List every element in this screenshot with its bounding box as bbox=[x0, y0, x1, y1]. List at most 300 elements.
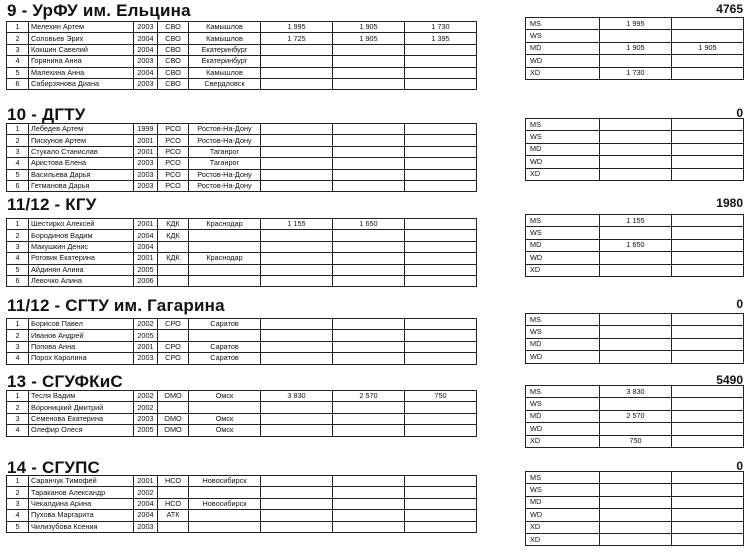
player-name: Малехина Анна bbox=[29, 67, 134, 78]
category-value-1 bbox=[600, 156, 672, 168]
category-label: XD bbox=[526, 521, 600, 533]
players-table bbox=[6, 123, 477, 192]
player-number: 3 bbox=[7, 413, 29, 424]
player-name: Васильева Дарья bbox=[29, 169, 134, 180]
category-value-1 bbox=[600, 496, 672, 508]
player-city: Екатеринбург bbox=[189, 44, 261, 55]
score-1 bbox=[261, 146, 333, 157]
score-2 bbox=[333, 241, 405, 252]
player-row bbox=[7, 56, 477, 67]
player-region: СВО bbox=[158, 44, 189, 55]
score-2 bbox=[333, 230, 405, 241]
player-year: 2003 bbox=[134, 22, 158, 33]
category-row bbox=[526, 156, 744, 168]
player-region: СВО bbox=[158, 33, 189, 44]
category-row bbox=[526, 351, 744, 363]
player-region: ОМО bbox=[158, 391, 189, 402]
category-value-2 bbox=[672, 55, 744, 67]
category-value-2 bbox=[672, 435, 744, 447]
score-2 bbox=[333, 169, 405, 180]
player-year: 2003 bbox=[134, 180, 158, 191]
category-value-1 bbox=[600, 509, 672, 521]
player-year: 2004 bbox=[134, 67, 158, 78]
player-row bbox=[7, 180, 477, 191]
score-2 bbox=[333, 44, 405, 55]
category-value-1 bbox=[600, 227, 672, 239]
player-row bbox=[7, 425, 477, 436]
player-number: 2 bbox=[7, 135, 29, 146]
score-3 bbox=[405, 124, 477, 135]
team-title: 11/12 - КГУ bbox=[7, 195, 97, 214]
player-number: 4 bbox=[7, 425, 29, 436]
player-row bbox=[7, 219, 477, 230]
player-city: Екатеринбург bbox=[189, 56, 261, 67]
category-value-2 bbox=[672, 264, 744, 276]
player-year: 2001 bbox=[134, 476, 158, 487]
player-number: 5 bbox=[7, 264, 29, 275]
team-title: 11/12 - СГТУ им. Гагарина bbox=[7, 296, 225, 315]
player-city: Камышлов bbox=[189, 22, 261, 33]
score-1: 3 830 bbox=[261, 391, 333, 402]
team-title: 9 - УрФУ им. Ельцина bbox=[7, 1, 191, 20]
player-city bbox=[189, 264, 261, 275]
player-row bbox=[7, 521, 477, 532]
category-label: WS bbox=[526, 326, 600, 338]
player-year: 2004 bbox=[134, 510, 158, 521]
score-2 bbox=[333, 56, 405, 67]
category-value-2 bbox=[672, 215, 744, 227]
score-2 bbox=[333, 146, 405, 157]
player-number: 5 bbox=[7, 521, 29, 532]
player-number: 3 bbox=[7, 498, 29, 509]
player-city bbox=[189, 230, 261, 241]
player-row bbox=[7, 319, 477, 330]
score-2 bbox=[333, 402, 405, 413]
category-value-2 bbox=[672, 484, 744, 496]
players-table bbox=[6, 475, 477, 533]
category-row bbox=[526, 423, 744, 435]
score-1 bbox=[261, 498, 333, 509]
score-2 bbox=[333, 353, 405, 364]
category-value-2 bbox=[672, 156, 744, 168]
category-table bbox=[525, 313, 744, 364]
category-row bbox=[526, 119, 744, 131]
score-3: 1 395 bbox=[405, 33, 477, 44]
score-1 bbox=[261, 158, 333, 169]
score-2 bbox=[333, 330, 405, 341]
score-1 bbox=[261, 253, 333, 264]
score-1: 1 155 bbox=[261, 219, 333, 230]
player-row bbox=[7, 330, 477, 341]
player-row bbox=[7, 146, 477, 157]
category-label: WD bbox=[526, 55, 600, 67]
player-number: 3 bbox=[7, 241, 29, 252]
player-name: Чилизубова Ксения bbox=[29, 521, 134, 532]
category-value-1: 1 730 bbox=[600, 67, 672, 79]
score-2 bbox=[333, 413, 405, 424]
score-1 bbox=[261, 241, 333, 252]
players-table bbox=[6, 318, 477, 365]
score-2 bbox=[333, 476, 405, 487]
category-row bbox=[526, 239, 744, 251]
category-label: MD bbox=[526, 143, 600, 155]
player-year: 2004 bbox=[134, 241, 158, 252]
player-number: 1 bbox=[7, 319, 29, 330]
player-name: Лебедев Артем bbox=[29, 124, 134, 135]
team-score: 0 bbox=[736, 459, 743, 473]
category-value-1 bbox=[600, 351, 672, 363]
player-number: 3 bbox=[7, 44, 29, 55]
category-value-2 bbox=[672, 143, 744, 155]
category-value-1 bbox=[600, 314, 672, 326]
score-2 bbox=[333, 67, 405, 78]
player-year: 2003 bbox=[134, 78, 158, 89]
score-3 bbox=[405, 498, 477, 509]
player-region bbox=[158, 275, 189, 286]
score-1 bbox=[261, 124, 333, 135]
score-1 bbox=[261, 413, 333, 424]
category-value-1 bbox=[600, 423, 672, 435]
player-region: РСО bbox=[158, 146, 189, 157]
category-table bbox=[525, 471, 744, 546]
category-row bbox=[526, 143, 744, 155]
player-year: 2002 bbox=[134, 487, 158, 498]
player-row bbox=[7, 476, 477, 487]
player-region: НСО bbox=[158, 476, 189, 487]
player-year: 2003 bbox=[134, 353, 158, 364]
player-row bbox=[7, 230, 477, 241]
category-label: WS bbox=[526, 30, 600, 42]
category-row bbox=[526, 496, 744, 508]
player-city bbox=[189, 330, 261, 341]
category-row bbox=[526, 509, 744, 521]
player-region: ОМО bbox=[158, 425, 189, 436]
player-city: Саратов bbox=[189, 341, 261, 352]
player-city: Ростов-На-Дону bbox=[189, 169, 261, 180]
score-3 bbox=[405, 158, 477, 169]
score-1 bbox=[261, 180, 333, 191]
player-row bbox=[7, 264, 477, 275]
player-number: 2 bbox=[7, 330, 29, 341]
player-year: 2001 bbox=[134, 253, 158, 264]
player-region bbox=[158, 521, 189, 532]
category-value-2 bbox=[672, 410, 744, 422]
category-value-2 bbox=[672, 119, 744, 131]
player-year: 2004 bbox=[134, 44, 158, 55]
score-2 bbox=[333, 78, 405, 89]
player-region bbox=[158, 264, 189, 275]
category-label: WD bbox=[526, 351, 600, 363]
player-year: 2003 bbox=[134, 169, 158, 180]
player-year: 2001 bbox=[134, 341, 158, 352]
score-3 bbox=[405, 521, 477, 532]
category-table bbox=[525, 385, 744, 448]
category-row bbox=[526, 386, 744, 398]
category-label: XD bbox=[526, 435, 600, 447]
category-value-1 bbox=[600, 119, 672, 131]
category-value-2 bbox=[672, 326, 744, 338]
category-label: MD bbox=[526, 42, 600, 54]
score-1 bbox=[261, 319, 333, 330]
player-name: Чекалдина Арина bbox=[29, 498, 134, 509]
category-label: WD bbox=[526, 156, 600, 168]
player-number: 1 bbox=[7, 124, 29, 135]
player-city: Ростов-На-Дону bbox=[189, 180, 261, 191]
team-score: 0 bbox=[736, 106, 743, 120]
player-name: Гетманова Дарья bbox=[29, 180, 134, 191]
player-year: 2003 bbox=[134, 158, 158, 169]
players-table bbox=[6, 21, 477, 90]
team-title: 10 - ДГТУ bbox=[7, 105, 86, 124]
category-value-2 bbox=[672, 386, 744, 398]
player-city: Таганрог bbox=[189, 158, 261, 169]
category-row bbox=[526, 55, 744, 67]
player-year: 2001 bbox=[134, 219, 158, 230]
score-1 bbox=[261, 78, 333, 89]
category-row bbox=[526, 30, 744, 42]
player-region bbox=[158, 402, 189, 413]
category-label: WS bbox=[526, 227, 600, 239]
player-region: КДК bbox=[158, 219, 189, 230]
category-row bbox=[526, 435, 744, 447]
score-2 bbox=[333, 124, 405, 135]
category-value-2 bbox=[672, 533, 744, 545]
category-label: MD bbox=[526, 239, 600, 251]
score-3 bbox=[405, 319, 477, 330]
team-block bbox=[3, 193, 747, 286]
player-year: 1999 bbox=[134, 124, 158, 135]
category-value-1 bbox=[600, 168, 672, 180]
player-name: Тесля Вадим bbox=[29, 391, 134, 402]
team-score: 1980 bbox=[716, 196, 743, 210]
player-row bbox=[7, 402, 477, 413]
category-value-1 bbox=[600, 326, 672, 338]
player-name: Вороницкий Дмитрий bbox=[29, 402, 134, 413]
score-3 bbox=[405, 146, 477, 157]
player-name: Саранчук Тимофей bbox=[29, 476, 134, 487]
player-city: Омск bbox=[189, 413, 261, 424]
player-number: 3 bbox=[7, 146, 29, 157]
player-name: Сабирзянова Диана bbox=[29, 78, 134, 89]
score-1 bbox=[261, 521, 333, 532]
category-label: WD bbox=[526, 509, 600, 521]
player-row bbox=[7, 158, 477, 169]
player-year: 2004 bbox=[134, 33, 158, 44]
score-3 bbox=[405, 264, 477, 275]
score-1 bbox=[261, 510, 333, 521]
score-1 bbox=[261, 135, 333, 146]
category-value-1: 1 650 bbox=[600, 239, 672, 251]
category-value-1 bbox=[600, 30, 672, 42]
player-row bbox=[7, 498, 477, 509]
player-city bbox=[189, 510, 261, 521]
player-row bbox=[7, 169, 477, 180]
player-city bbox=[189, 275, 261, 286]
score-2 bbox=[333, 425, 405, 436]
player-city: Таганрог bbox=[189, 146, 261, 157]
category-label: WD bbox=[526, 252, 600, 264]
score-3 bbox=[405, 230, 477, 241]
player-name: Соловьев Эрих bbox=[29, 33, 134, 44]
score-2 bbox=[333, 135, 405, 146]
players-table bbox=[6, 218, 477, 287]
category-table bbox=[525, 214, 744, 277]
player-name: Кокшин Савелий bbox=[29, 44, 134, 55]
category-label: WD bbox=[526, 423, 600, 435]
category-label: MD bbox=[526, 410, 600, 422]
category-row bbox=[526, 338, 744, 350]
player-number: 1 bbox=[7, 219, 29, 230]
score-1 bbox=[261, 67, 333, 78]
player-number: 4 bbox=[7, 158, 29, 169]
score-3 bbox=[405, 253, 477, 264]
score-1 bbox=[261, 44, 333, 55]
player-name: Пухова Маргарита bbox=[29, 510, 134, 521]
team-block bbox=[3, 103, 747, 193]
score-2 bbox=[333, 498, 405, 509]
player-number: 1 bbox=[7, 22, 29, 33]
player-name: Пискунов Артем bbox=[29, 135, 134, 146]
score-3 bbox=[405, 487, 477, 498]
category-value-1: 2 570 bbox=[600, 410, 672, 422]
player-row bbox=[7, 44, 477, 55]
category-value-2 bbox=[672, 18, 744, 30]
category-row bbox=[526, 67, 744, 79]
player-name: Иванов Андрей bbox=[29, 330, 134, 341]
player-name: Порох Каролина bbox=[29, 353, 134, 364]
player-region: НСО bbox=[158, 498, 189, 509]
category-row bbox=[526, 398, 744, 410]
score-3 bbox=[405, 476, 477, 487]
score-3 bbox=[405, 402, 477, 413]
player-year: 2004 bbox=[134, 230, 158, 241]
player-name: Горянина Анна bbox=[29, 56, 134, 67]
score-2 bbox=[333, 341, 405, 352]
score-1: 1 995 bbox=[261, 22, 333, 33]
category-value-1 bbox=[600, 484, 672, 496]
category-value-1: 750 bbox=[600, 435, 672, 447]
category-value-2 bbox=[672, 338, 744, 350]
score-2 bbox=[333, 275, 405, 286]
player-name: Аристова Елена bbox=[29, 158, 134, 169]
category-value-1: 1 995 bbox=[600, 18, 672, 30]
score-3 bbox=[405, 330, 477, 341]
category-row bbox=[526, 215, 744, 227]
category-row bbox=[526, 131, 744, 143]
score-1 bbox=[261, 402, 333, 413]
player-row bbox=[7, 33, 477, 44]
player-region: ОМО bbox=[158, 413, 189, 424]
player-year: 2003 bbox=[134, 521, 158, 532]
score-2 bbox=[333, 253, 405, 264]
team-title: 14 - СГУПС bbox=[7, 458, 101, 477]
score-1 bbox=[261, 230, 333, 241]
category-label: MD bbox=[526, 496, 600, 508]
player-row bbox=[7, 67, 477, 78]
score-1 bbox=[261, 425, 333, 436]
category-value-2 bbox=[672, 239, 744, 251]
category-value-2 bbox=[672, 509, 744, 521]
category-value-2 bbox=[672, 351, 744, 363]
player-region: СРО bbox=[158, 353, 189, 364]
category-value-1 bbox=[600, 264, 672, 276]
category-value-2 bbox=[672, 30, 744, 42]
score-1 bbox=[261, 330, 333, 341]
category-row bbox=[526, 252, 744, 264]
player-region: СВО bbox=[158, 78, 189, 89]
player-city bbox=[189, 241, 261, 252]
player-name: Бородинов Вадим bbox=[29, 230, 134, 241]
player-city: Краснодар bbox=[189, 219, 261, 230]
player-year: 2004 bbox=[134, 498, 158, 509]
player-year: 2002 bbox=[134, 402, 158, 413]
category-label: MS bbox=[526, 215, 600, 227]
score-2 bbox=[333, 319, 405, 330]
category-value-2: 1 905 bbox=[672, 42, 744, 54]
player-region: КДК bbox=[158, 230, 189, 241]
player-row bbox=[7, 487, 477, 498]
team-score: 0 bbox=[736, 297, 743, 311]
score-3 bbox=[405, 275, 477, 286]
player-region: СРО bbox=[158, 319, 189, 330]
player-row bbox=[7, 510, 477, 521]
player-row bbox=[7, 391, 477, 402]
player-number: 6 bbox=[7, 78, 29, 89]
category-row bbox=[526, 168, 744, 180]
player-row bbox=[7, 241, 477, 252]
player-city: Ростов-На-Дону bbox=[189, 124, 261, 135]
score-3 bbox=[405, 219, 477, 230]
category-value-1 bbox=[600, 252, 672, 264]
player-city bbox=[189, 402, 261, 413]
score-3 bbox=[405, 67, 477, 78]
category-label: MS bbox=[526, 314, 600, 326]
team-block bbox=[3, 0, 747, 90]
category-label: XD bbox=[526, 533, 600, 545]
player-number: 1 bbox=[7, 476, 29, 487]
category-row bbox=[526, 18, 744, 30]
category-row bbox=[526, 227, 744, 239]
category-value-1: 1 905 bbox=[600, 42, 672, 54]
players-table bbox=[6, 390, 477, 437]
score-2 bbox=[333, 521, 405, 532]
score-2: 1 650 bbox=[333, 219, 405, 230]
score-1 bbox=[261, 353, 333, 364]
category-label: XD bbox=[526, 264, 600, 276]
player-row bbox=[7, 275, 477, 286]
score-2 bbox=[333, 487, 405, 498]
score-1 bbox=[261, 169, 333, 180]
player-region bbox=[158, 330, 189, 341]
category-value-2 bbox=[672, 168, 744, 180]
player-row bbox=[7, 124, 477, 135]
score-2: 2 570 bbox=[333, 391, 405, 402]
score-2: 1 905 bbox=[333, 33, 405, 44]
player-name: Мелехин Артем bbox=[29, 22, 134, 33]
score-3 bbox=[405, 135, 477, 146]
player-number: 3 bbox=[7, 341, 29, 352]
team-title: 13 - СГУФКиС bbox=[7, 372, 123, 391]
category-label: MS bbox=[526, 472, 600, 484]
player-name: Стукало Станислав bbox=[29, 146, 134, 157]
team-block bbox=[3, 456, 747, 546]
category-row bbox=[526, 326, 744, 338]
player-city: Омск bbox=[189, 425, 261, 436]
player-row bbox=[7, 413, 477, 424]
category-value-2 bbox=[672, 252, 744, 264]
score-3 bbox=[405, 510, 477, 521]
category-label: MS bbox=[526, 386, 600, 398]
